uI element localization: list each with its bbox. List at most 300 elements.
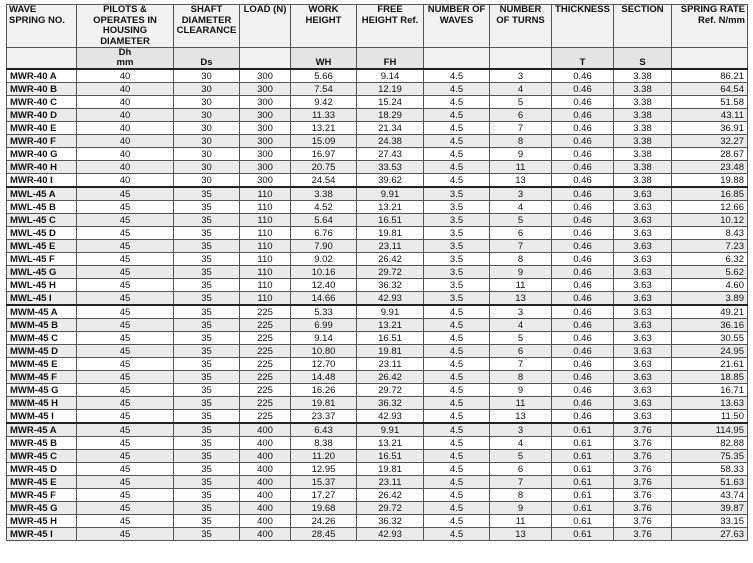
table-row [7,174,748,188]
symbol-blank [7,48,77,70]
header-spring-rate: SPRING RATE Ref. N/mm [672,5,748,48]
free-height-cell: 29.72 [357,266,424,279]
spring-rate-cell: 75.35 [672,450,748,463]
work-height-cell: 23.37 [291,410,357,424]
spring-rate-cell: 32.27 [672,135,748,148]
header-number-of-waves: NUMBER OF WAVES [424,5,490,48]
load-cell: 400 [240,502,291,515]
spring-rate-cell: 19.88 [672,174,748,188]
shaft-diameter-cell: 35 [174,410,240,424]
shaft-diameter-cell: 30 [174,69,240,83]
model-cell: MWR-45 A [7,423,77,437]
waves-cell: 4.5 [424,319,490,332]
waves-cell: 4.5 [424,109,490,122]
housing-diameter-cell: 45 [77,279,174,292]
housing-diameter-cell: 40 [77,161,174,174]
turns-cell: 5 [490,96,552,109]
turns-cell: 7 [490,476,552,489]
symbol-ds: Ds [174,48,240,70]
spring-rate-cell: 8.43 [672,227,748,240]
turns-cell: 9 [490,148,552,161]
work-height-cell: 24.26 [291,515,357,528]
section-cell: 3.63 [614,384,672,397]
waves-cell: 4.5 [424,476,490,489]
thickness-cell: 0.46 [552,83,614,96]
section-cell: 3.63 [614,240,672,253]
section-cell: 3.63 [614,371,672,384]
thickness-cell: 0.46 [552,292,614,306]
section-cell: 3.63 [614,292,672,306]
turns-cell: 7 [490,122,552,135]
section-cell: 3.76 [614,476,672,489]
symbol-dh-label: Dh [118,47,132,58]
section-cell: 3.63 [614,214,672,227]
table-row [7,305,748,319]
work-height-cell: 24.54 [291,174,357,188]
free-height-cell: 26.42 [357,489,424,502]
thickness-cell: 0.46 [552,96,614,109]
work-height-cell: 11.33 [291,109,357,122]
work-height-cell: 20.75 [291,161,357,174]
housing-diameter-cell: 40 [77,135,174,148]
table-row [7,371,748,384]
shaft-diameter-cell: 35 [174,437,240,450]
housing-diameter-cell: 45 [77,502,174,515]
model-cell: MWM-45 H [7,397,77,410]
shaft-diameter-cell: 35 [174,397,240,410]
header-section: SECTION [614,5,672,48]
table-row [7,502,748,515]
thickness-cell: 0.46 [552,279,614,292]
free-height-cell: 36.32 [357,515,424,528]
thickness-cell: 0.46 [552,384,614,397]
load-cell: 300 [240,109,291,122]
shaft-diameter-cell: 35 [174,266,240,279]
work-height-cell: 9.14 [291,332,357,345]
shaft-diameter-cell: 35 [174,476,240,489]
section-cell: 3.76 [614,489,672,502]
work-height-cell: 13.21 [291,122,357,135]
housing-diameter-cell: 45 [77,227,174,240]
thickness-cell: 0.46 [552,397,614,410]
shaft-diameter-cell: 35 [174,463,240,476]
model-cell: MWL-45 D [7,227,77,240]
section-cell: 3.76 [614,423,672,437]
free-height-cell: 19.81 [357,345,424,358]
spring-rate-cell: 23.48 [672,161,748,174]
spring-rate-cell: 86.21 [672,69,748,83]
model-cell: MWL-45 C [7,214,77,227]
housing-diameter-cell: 45 [77,214,174,227]
model-cell: MWR-45 E [7,476,77,489]
housing-diameter-cell: 45 [77,345,174,358]
work-height-cell: 16.97 [291,148,357,161]
load-cell: 225 [240,358,291,371]
symbol-blank [490,48,552,70]
table-row [7,96,748,109]
section-cell: 3.63 [614,305,672,319]
work-height-cell: 8.38 [291,437,357,450]
shaft-diameter-cell: 35 [174,240,240,253]
turns-cell: 4 [490,201,552,214]
load-cell: 225 [240,410,291,424]
thickness-cell: 0.61 [552,463,614,476]
section-cell: 3.38 [614,96,672,109]
housing-diameter-cell: 45 [77,476,174,489]
table-row [7,476,748,489]
thickness-cell: 0.46 [552,174,614,188]
thickness-cell: 0.46 [552,148,614,161]
shaft-diameter-cell: 35 [174,319,240,332]
section-cell: 3.38 [614,161,672,174]
symbol-blank [672,48,748,70]
section-cell: 3.38 [614,135,672,148]
section-cell: 3.63 [614,201,672,214]
section-cell: 3.76 [614,502,672,515]
housing-diameter-cell: 45 [77,371,174,384]
load-cell: 400 [240,437,291,450]
work-height-cell: 9.42 [291,96,357,109]
load-cell: 110 [240,279,291,292]
thickness-cell: 0.46 [552,266,614,279]
waves-cell: 4.5 [424,528,490,541]
work-height-cell: 5.66 [291,69,357,83]
work-height-cell: 12.40 [291,279,357,292]
model-cell: MWR-45 C [7,450,77,463]
housing-diameter-cell: 45 [77,463,174,476]
load-cell: 400 [240,476,291,489]
free-height-cell: 9.91 [357,187,424,201]
free-height-cell: 19.81 [357,227,424,240]
spring-rate-cell: 10.12 [672,214,748,227]
shaft-diameter-cell: 35 [174,502,240,515]
model-cell: MWL-45 A [7,187,77,201]
table-row [7,410,748,424]
housing-diameter-cell: 40 [77,109,174,122]
load-cell: 225 [240,345,291,358]
section-cell: 3.76 [614,437,672,450]
housing-diameter-cell: 40 [77,83,174,96]
work-height-cell: 10.16 [291,266,357,279]
free-height-cell: 18.29 [357,109,424,122]
turns-cell: 7 [490,358,552,371]
section-cell: 3.38 [614,83,672,96]
spring-rate-cell: 30.55 [672,332,748,345]
load-cell: 300 [240,83,291,96]
model-cell: MWR-40 F [7,135,77,148]
shaft-diameter-cell: 35 [174,358,240,371]
waves-cell: 4.5 [424,397,490,410]
shaft-diameter-cell: 35 [174,332,240,345]
work-height-cell: 15.37 [291,476,357,489]
section-cell: 3.63 [614,187,672,201]
turns-cell: 6 [490,109,552,122]
shaft-diameter-cell: 35 [174,345,240,358]
work-height-cell: 7.90 [291,240,357,253]
shaft-diameter-cell: 35 [174,292,240,306]
load-cell: 300 [240,148,291,161]
housing-diameter-cell: 45 [77,384,174,397]
shaft-diameter-cell: 35 [174,253,240,266]
waves-cell: 3.5 [424,227,490,240]
shaft-diameter-cell: 35 [174,489,240,502]
turns-cell: 11 [490,161,552,174]
free-height-cell: 21.34 [357,122,424,135]
waves-cell: 4.5 [424,358,490,371]
table-row [7,266,748,279]
work-height-cell: 6.76 [291,227,357,240]
load-cell: 300 [240,96,291,109]
table-row [7,423,748,437]
model-cell: MWM-45 A [7,305,77,319]
spring-rate-cell: 6.32 [672,253,748,266]
thickness-cell: 0.46 [552,122,614,135]
table-row [7,161,748,174]
housing-diameter-cell: 45 [77,397,174,410]
work-height-cell: 7.54 [291,83,357,96]
section-cell: 3.38 [614,109,672,122]
section-cell: 3.63 [614,227,672,240]
housing-diameter-cell: 45 [77,201,174,214]
turns-cell: 13 [490,292,552,306]
waves-cell: 3.5 [424,253,490,266]
table-row [7,450,748,463]
waves-cell: 4.5 [424,69,490,83]
table-row [7,109,748,122]
waves-cell: 3.5 [424,201,490,214]
model-cell: MWR-40 C [7,96,77,109]
thickness-cell: 0.61 [552,450,614,463]
housing-diameter-cell: 45 [77,253,174,266]
load-cell: 400 [240,489,291,502]
section-cell: 3.76 [614,528,672,541]
turns-cell: 3 [490,69,552,83]
header-shaft-diameter-clearance: SHAFT DIAMETER CLEARANCE [174,5,240,48]
free-height-cell: 9.91 [357,423,424,437]
turns-cell: 9 [490,384,552,397]
thickness-cell: 0.46 [552,332,614,345]
thickness-cell: 0.46 [552,240,614,253]
table-row [7,69,748,83]
header-free-height: FREE HEIGHT Ref. [357,5,424,48]
waves-cell: 4.5 [424,305,490,319]
work-height-cell: 16.26 [291,384,357,397]
free-height-cell: 12.19 [357,83,424,96]
header-load: LOAD (N) [240,5,291,48]
symbol-wh: WH [291,48,357,70]
model-cell: MWR-40 D [7,109,77,122]
load-cell: 110 [240,266,291,279]
section-cell: 3.76 [614,450,672,463]
header-row [7,5,748,48]
table-row [7,201,748,214]
housing-diameter-cell: 45 [77,437,174,450]
table-row [7,332,748,345]
thickness-cell: 0.46 [552,305,614,319]
shaft-diameter-cell: 30 [174,174,240,188]
waves-cell: 4.5 [424,96,490,109]
thickness-cell: 0.61 [552,476,614,489]
turns-cell: 4 [490,319,552,332]
header-wave-spring-no: WAVE SPRING NO. [7,5,77,48]
model-cell: MWM-45 C [7,332,77,345]
turns-cell: 7 [490,240,552,253]
waves-cell: 4.5 [424,122,490,135]
header-work-height: WORK HEIGHT [291,5,357,48]
header-number-of-turns: NUMBER OF TURNS [490,5,552,48]
section-cell: 3.63 [614,345,672,358]
turns-cell: 13 [490,174,552,188]
free-height-cell: 42.93 [357,528,424,541]
table-row [7,253,748,266]
load-cell: 225 [240,319,291,332]
waves-cell: 4.5 [424,437,490,450]
table-row [7,515,748,528]
load-cell: 300 [240,161,291,174]
free-height-cell: 15.24 [357,96,424,109]
waves-cell: 3.5 [424,214,490,227]
model-cell: MWR-45 B [7,437,77,450]
work-height-cell: 6.43 [291,423,357,437]
thickness-cell: 0.46 [552,109,614,122]
waves-cell: 4.5 [424,161,490,174]
spring-rate-cell: 3.89 [672,292,748,306]
model-cell: MWM-45 G [7,384,77,397]
shaft-diameter-cell: 35 [174,227,240,240]
turns-cell: 6 [490,463,552,476]
work-height-cell: 3.38 [291,187,357,201]
spring-rate-cell: 4.60 [672,279,748,292]
work-height-cell: 17.27 [291,489,357,502]
load-cell: 110 [240,187,291,201]
spring-rate-cell: 43.74 [672,489,748,502]
model-cell: MWL-45 I [7,292,77,306]
section-cell: 3.38 [614,122,672,135]
header-pilots-housing-diameter: PILOTS & OPERATES IN HOUSING DIAMETER [77,5,174,48]
shaft-diameter-cell: 30 [174,122,240,135]
section-cell: 3.63 [614,397,672,410]
model-cell: MWM-45 I [7,410,77,424]
thickness-cell: 0.46 [552,135,614,148]
table-body [7,69,748,541]
section-cell: 3.63 [614,253,672,266]
load-cell: 300 [240,135,291,148]
table-row [7,384,748,397]
free-height-cell: 16.51 [357,450,424,463]
spring-rate-cell: 7.23 [672,240,748,253]
waves-cell: 4.5 [424,371,490,384]
spring-rate-cell: 36.16 [672,319,748,332]
housing-diameter-cell: 45 [77,319,174,332]
waves-cell: 4.5 [424,345,490,358]
thickness-cell: 0.61 [552,437,614,450]
free-height-cell: 16.51 [357,332,424,345]
section-cell: 3.38 [614,69,672,83]
model-cell: MWL-45 E [7,240,77,253]
waves-cell: 4.5 [424,384,490,397]
section-cell: 3.38 [614,148,672,161]
free-height-cell: 16.51 [357,214,424,227]
waves-cell: 4.5 [424,463,490,476]
waves-cell: 4.5 [424,515,490,528]
table-row [7,187,748,201]
model-cell: MWR-45 F [7,489,77,502]
shaft-diameter-cell: 30 [174,83,240,96]
shaft-diameter-cell: 35 [174,371,240,384]
housing-diameter-cell: 40 [77,122,174,135]
table-row [7,240,748,253]
load-cell: 110 [240,240,291,253]
model-cell: MWR-40 H [7,161,77,174]
thickness-cell: 0.46 [552,253,614,266]
housing-diameter-cell: 40 [77,69,174,83]
spring-rate-cell: 58.33 [672,463,748,476]
work-height-cell: 9.02 [291,253,357,266]
free-height-cell: 9.14 [357,69,424,83]
housing-diameter-cell: 45 [77,358,174,371]
waves-cell: 4.5 [424,135,490,148]
table-row [7,148,748,161]
thickness-cell: 0.46 [552,410,614,424]
turns-cell: 4 [490,83,552,96]
model-cell: MWR-45 H [7,515,77,528]
free-height-cell: 23.11 [357,240,424,253]
housing-diameter-cell: 40 [77,148,174,161]
thickness-cell: 0.46 [552,345,614,358]
housing-diameter-cell: 45 [77,423,174,437]
turns-cell: 11 [490,397,552,410]
free-height-cell: 24.38 [357,135,424,148]
section-cell: 3.63 [614,410,672,424]
model-cell: MWL-45 G [7,266,77,279]
housing-diameter-cell: 45 [77,450,174,463]
turns-cell: 9 [490,502,552,515]
waves-cell: 4.5 [424,502,490,515]
turns-cell: 13 [490,528,552,541]
turns-cell: 5 [490,214,552,227]
spring-rate-cell: 27.63 [672,528,748,541]
table-row [7,227,748,240]
shaft-diameter-cell: 30 [174,161,240,174]
waves-cell: 3.5 [424,279,490,292]
section-cell: 3.63 [614,332,672,345]
work-height-cell: 10.80 [291,345,357,358]
turns-cell: 8 [490,253,552,266]
waves-cell: 4.5 [424,410,490,424]
spring-rate-cell: 43.11 [672,109,748,122]
spring-rate-cell: 51.63 [672,476,748,489]
waves-cell: 4.5 [424,332,490,345]
symbol-dh [77,48,174,70]
housing-diameter-cell: 40 [77,174,174,188]
waves-cell: 3.5 [424,266,490,279]
load-cell: 110 [240,227,291,240]
free-height-cell: 13.21 [357,437,424,450]
shaft-diameter-cell: 35 [174,450,240,463]
load-cell: 110 [240,292,291,306]
spring-rate-cell: 82.88 [672,437,748,450]
free-height-cell: 39.62 [357,174,424,188]
work-height-cell: 12.70 [291,358,357,371]
spring-rate-cell: 51.58 [672,96,748,109]
shaft-diameter-cell: 35 [174,187,240,201]
thickness-cell: 0.46 [552,371,614,384]
table-row [7,292,748,306]
load-cell: 225 [240,371,291,384]
free-height-cell: 9.91 [357,305,424,319]
work-height-cell: 12.95 [291,463,357,476]
free-height-cell: 29.72 [357,384,424,397]
